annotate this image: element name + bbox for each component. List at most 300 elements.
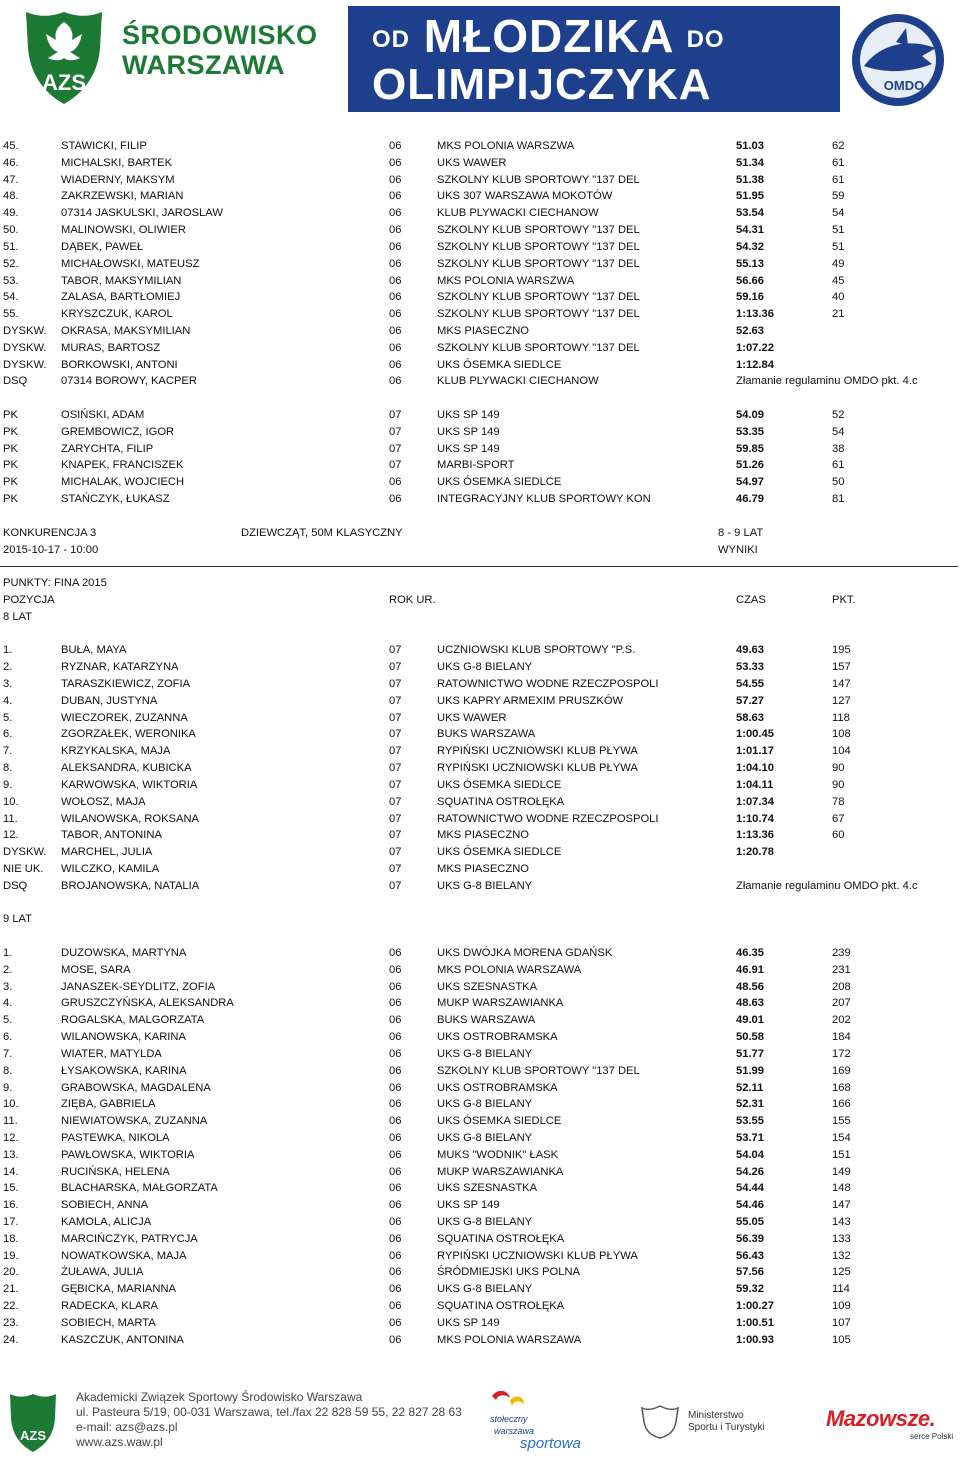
swimmer-name: MALINOWSKI, OLIWIER — [61, 224, 186, 237]
result-time: 56.66 — [736, 274, 764, 287]
result-points: 127 — [832, 694, 851, 707]
event-title: KONKURENCJA 3 — [3, 526, 97, 539]
result-position: 19. — [3, 1249, 19, 1262]
result-points: 166 — [832, 1098, 851, 1111]
swimmer-name: MICHALSKI, BARTEK — [61, 156, 173, 169]
result-points: 40 — [832, 291, 845, 304]
birth-year: 06 — [389, 341, 402, 354]
result-time: 48.56 — [736, 980, 764, 993]
result-row — [0, 676, 960, 693]
result-position: NIE UK. — [3, 862, 44, 875]
event-age: 8 - 9 LAT — [718, 526, 764, 539]
result-points: 52 — [832, 409, 845, 421]
result-row — [0, 1231, 960, 1248]
result-position: 5. — [3, 711, 13, 724]
result-points: 62 — [832, 140, 845, 152]
result-position: PK — [3, 442, 18, 455]
result-row — [0, 827, 960, 844]
result-position: 13. — [3, 1148, 19, 1161]
result-time: 54.09 — [736, 409, 764, 421]
club-name: SZKOLNY KLUB SPORTOWY "137 DEL — [437, 240, 640, 253]
swimmer-name: MICHALAK, WOJCIECH — [61, 476, 185, 489]
swimmer-name: PAWŁOWSKA, WIKTORIA — [61, 1148, 195, 1161]
club-name: UKS SP 149 — [437, 442, 500, 455]
result-time: 59.16 — [736, 291, 764, 304]
result-time: 59.32 — [736, 1283, 764, 1296]
swimmer-name: MURAS, BARTOSZ — [61, 341, 161, 354]
result-points: 143 — [832, 1216, 851, 1228]
results-list — [0, 138, 960, 1349]
result-position: DSQ — [3, 879, 28, 892]
birth-year: 06 — [389, 1300, 402, 1313]
birth-year: 07 — [389, 829, 402, 842]
mazowsze-text: Mazowsze. — [826, 1406, 936, 1431]
result-position: 17. — [3, 1216, 19, 1228]
result-time: 54.97 — [736, 476, 764, 489]
result-row — [0, 642, 960, 659]
result-time: 55.05 — [736, 1216, 764, 1228]
swimmer-name: MARCIŃCZYK, PATRYCJA — [61, 1232, 198, 1245]
col-position: POZYCJA — [3, 593, 55, 606]
result-position: 5. — [3, 1014, 13, 1027]
result-position: 14. — [3, 1165, 19, 1178]
environment-title — [122, 20, 318, 80]
club-name: MARBI-SPORT — [437, 459, 515, 472]
result-position: 3. — [3, 980, 13, 993]
club-name: MKS PIASECZNO — [437, 829, 530, 842]
result-row — [0, 1298, 960, 1315]
result-row — [0, 256, 960, 273]
result-points: 104 — [832, 745, 851, 758]
club-name: UKS OSTROBRAMSKA — [437, 1081, 558, 1094]
birth-year: 06 — [389, 190, 402, 203]
result-points: 49 — [832, 257, 845, 270]
result-row — [0, 710, 960, 727]
birth-year: 06 — [389, 1131, 402, 1144]
spacer — [0, 895, 960, 912]
swimmer-name: WOŁOSZ, MAJA — [61, 795, 146, 808]
banner-line1 — [372, 10, 725, 66]
result-time: 1:00.27 — [736, 1300, 774, 1313]
swimmer-name: MOSE, SARA — [61, 963, 131, 976]
result-time: 49.01 — [736, 1014, 764, 1027]
swimmer-name: 07314 JASKULSKI, JAROSLAW — [61, 207, 223, 220]
club-name: MUKP WARSZAWIANKA — [437, 1165, 564, 1178]
club-name: SZKOLNY KLUB SPORTOWY "137 DEL — [437, 308, 640, 321]
birth-year: 07 — [389, 459, 402, 472]
swimmer-name: RUCIŃSKA, HELENA — [61, 1165, 170, 1178]
result-points: 38 — [832, 442, 845, 455]
result-position: 8. — [3, 1064, 13, 1077]
result-points: 157 — [832, 661, 851, 674]
club-name: UKS SZESNASTKA — [437, 980, 538, 993]
event-datetime: 2015-10-17 - 10:00 — [3, 543, 99, 556]
club-name: MKS POLONIA WARSZWA — [437, 274, 575, 287]
result-points: 45 — [832, 274, 845, 287]
club-name: MUKP WARSZAWIANKA — [437, 997, 564, 1010]
swimmer-name: BROJANOWSKA, NATALIA — [61, 879, 200, 892]
result-points: 60 — [832, 829, 845, 842]
result-time: 53.71 — [736, 1131, 764, 1144]
result-position: 46. — [3, 156, 19, 169]
event-header-row — [0, 525, 960, 542]
omdo-banner — [348, 6, 840, 112]
birth-year: 07 — [389, 409, 402, 421]
result-position: PK — [3, 493, 18, 506]
result-position: 10. — [3, 1098, 19, 1111]
swimmer-name: OKRASA, MAKSYMILIAN — [61, 324, 191, 337]
ministry-logo — [640, 1404, 780, 1444]
result-points: 168 — [832, 1081, 851, 1094]
club-name: MKS POLONIA WARSZAWA — [437, 1333, 582, 1346]
club-name: UKS OSTROBRAMSKA — [437, 1031, 558, 1044]
result-time: 59.85 — [736, 442, 764, 455]
result-time: 52.31 — [736, 1098, 764, 1111]
result-time: 1:04.11 — [736, 778, 774, 791]
result-time: 1:04.10 — [736, 762, 774, 775]
result-row — [0, 407, 960, 424]
club-name: UCZNIOWSKI KLUB SPORTOWY "P.S. — [437, 644, 636, 657]
result-points: 61 — [832, 173, 845, 186]
result-points: 59 — [832, 190, 845, 203]
result-points: 61 — [832, 459, 845, 472]
birth-year: 07 — [389, 678, 402, 690]
group-row — [0, 911, 960, 928]
birth-year: 07 — [389, 795, 402, 808]
club-name: SQUATINA OSTROŁĘKA — [437, 1300, 565, 1313]
club-name: SZKOLNY KLUB SPORTOWY "137 DEL — [437, 224, 640, 237]
result-row — [0, 491, 960, 508]
result-time: 51.34 — [736, 156, 764, 169]
birth-year: 06 — [389, 140, 402, 152]
birth-year: 06 — [389, 493, 402, 506]
swimmer-name: GRUSZCZYŃSKA, ALEKSANDRA — [61, 997, 234, 1010]
result-position: 2. — [3, 963, 13, 976]
result-position: DYSKW. — [3, 341, 47, 354]
club-name: RYPIŃSKI UCZNIOWSKI KLUB PŁYWA — [437, 762, 638, 775]
result-row — [0, 861, 960, 878]
result-points: 118 — [832, 711, 850, 724]
birth-year: 06 — [389, 240, 402, 253]
result-position: 10. — [3, 795, 19, 808]
birth-year: 06 — [389, 1098, 402, 1111]
birth-year: 06 — [389, 1014, 402, 1027]
azs-footer-logo — [6, 1392, 60, 1454]
result-position: 51. — [3, 240, 19, 253]
swimmer-name: KRZYKALSKA, MAJA — [61, 745, 171, 758]
result-row — [0, 306, 960, 323]
swimmer-name: ZIĘBA, GABRIELA — [61, 1098, 156, 1111]
birth-year: 06 — [389, 358, 402, 371]
result-position: 7. — [3, 745, 13, 758]
birth-year: 06 — [389, 1232, 402, 1245]
result-row — [0, 1315, 960, 1332]
club-name: SZKOLNY KLUB SPORTOWY "137 DEL — [437, 291, 640, 304]
birth-year: 06 — [389, 947, 402, 959]
result-row — [0, 794, 960, 811]
result-row — [0, 474, 960, 491]
swimmer-name: NOWATKOWSKA, MAJA — [61, 1249, 187, 1262]
result-time: 56.43 — [736, 1249, 764, 1262]
result-row — [0, 1046, 960, 1063]
result-time: 53.55 — [736, 1115, 764, 1128]
club-name: UKS ÓSEMKA SIEDLCE — [437, 476, 562, 489]
birth-year: 07 — [389, 812, 402, 825]
swimmer-name: ZGORZAŁEK, WERONIKA — [61, 728, 196, 741]
event-divider — [0, 566, 958, 567]
result-time: 1:13.36 — [736, 829, 774, 842]
result-points: 125 — [832, 1266, 851, 1279]
swimmer-name: TARASZKIEWICZ, ZOFIA — [61, 678, 191, 690]
result-points: 239 — [832, 947, 851, 959]
result-time: 54.44 — [736, 1182, 764, 1195]
birth-year: 06 — [389, 375, 402, 388]
result-points: 172 — [832, 1047, 851, 1060]
swimmer-name: 07314 BOROWY, KACPER — [61, 375, 197, 388]
birth-year: 07 — [389, 846, 402, 859]
swimmer-name: ZARYCHTA, FILIP — [61, 442, 154, 455]
club-name: UKS G-8 BIELANY — [437, 879, 533, 892]
result-points: 148 — [832, 1182, 851, 1195]
swimmer-name: MARCHEL, JULIA — [61, 846, 153, 859]
swimmer-name: KRYSZCZUK, KAROL — [61, 308, 173, 321]
result-position: 1. — [3, 947, 13, 959]
age-group-8: 8 LAT — [3, 610, 33, 623]
club-name: UKS SP 149 — [437, 1199, 500, 1212]
result-row — [0, 1080, 960, 1097]
result-position: 7. — [3, 1047, 13, 1060]
points-system: PUNKTY: FINA 2015 — [3, 577, 107, 590]
result-points: 105 — [832, 1333, 851, 1346]
result-time: 54.04 — [736, 1148, 764, 1161]
banner-mlodzika: MŁODZIKA — [423, 10, 673, 62]
swimmer-name: WIADERNY, MAKSYM — [61, 173, 175, 186]
club-name: RYPIŃSKI UCZNIOWSKI KLUB PŁYWA — [437, 745, 638, 758]
result-time: 51.95 — [736, 190, 764, 203]
club-name: UKS G-8 BIELANY — [437, 1283, 533, 1296]
swimmer-name: SOBIECH, ANNA — [61, 1199, 149, 1212]
club-name: SQUATINA OSTROŁĘKA — [437, 795, 565, 808]
birth-year: 06 — [389, 1115, 402, 1128]
result-time: 1:00.51 — [736, 1316, 774, 1329]
result-row — [0, 979, 960, 996]
birth-year: 06 — [389, 1031, 402, 1044]
result-time: 50.58 — [736, 1031, 764, 1044]
result-position: 4. — [3, 694, 13, 707]
club-name: SZKOLNY KLUB SPORTOWY "137 DEL — [437, 1064, 640, 1077]
swimmer-name: KNAPEK, FRANCISZEK — [61, 459, 184, 472]
event-date-row — [0, 542, 960, 559]
birth-year: 06 — [389, 274, 402, 287]
club-name: UKS SP 149 — [437, 1316, 500, 1329]
birth-year: 07 — [389, 694, 402, 707]
result-points: 51 — [832, 224, 845, 237]
result-points: 132 — [832, 1249, 851, 1262]
club-name: UKS KAPRY ARMEXIM PRUSZKÓW — [437, 694, 624, 707]
age-group-9: 9 LAT — [3, 913, 33, 926]
result-time: 55.13 — [736, 257, 764, 270]
svg-text:AZS: AZS — [20, 1428, 46, 1443]
swimmer-name: KARWOWSKA, WIKTORIA — [61, 778, 198, 791]
result-time: 51.38 — [736, 173, 764, 186]
result-position: 20. — [3, 1266, 19, 1279]
result-time: 51.99 — [736, 1064, 764, 1077]
col-points: PKT. — [832, 593, 856, 606]
result-row — [0, 188, 960, 205]
result-position: PK — [3, 409, 18, 421]
footer-line2: ul. Pasteura 5/19, 00-031 Warszawa, tel./fax 22 828 59 55, 22 827 28 63 — [76, 1405, 462, 1419]
swimmer-name: DUBAN, JUSTYNA — [61, 694, 158, 707]
club-name: SZKOLNY KLUB SPORTOWY "137 DEL — [437, 173, 640, 186]
result-time: 58.63 — [736, 711, 764, 724]
club-name: RATOWNICTWO WODNE RZECZPOSPOLI — [437, 812, 659, 825]
club-name: INTEGRACYJNY KLUB SPORTOWY KON — [437, 493, 651, 506]
result-time: 54.55 — [736, 678, 764, 690]
result-points: 114 — [832, 1283, 850, 1296]
result-position: DSQ — [3, 375, 28, 388]
result-position: 11. — [3, 812, 18, 825]
footer-line3: e-mail: azs@azs.pl — [76, 1420, 178, 1434]
club-name: UKS G-8 BIELANY — [437, 1131, 533, 1144]
result-points: 107 — [832, 1316, 851, 1329]
club-name: UKS WAWER — [437, 156, 507, 169]
result-time: 1:20.78 — [736, 846, 774, 859]
club-name: UKS G-8 BIELANY — [437, 1098, 533, 1111]
result-position: DYSKW. — [3, 324, 47, 337]
spacer — [0, 626, 960, 643]
ministry-line2: Sportu i Turystyki — [688, 1422, 765, 1433]
birth-year: 07 — [389, 862, 402, 875]
ministry-line1: Ministerstwo — [688, 1410, 744, 1421]
club-name: UKS ÓSEMKA SIEDLCE — [437, 846, 562, 859]
omdo-shark-logo — [846, 8, 950, 112]
result-row — [0, 155, 960, 172]
result-time: 46.35 — [736, 947, 764, 959]
result-points: 231 — [832, 963, 851, 976]
result-row — [0, 1096, 960, 1113]
result-position: 18. — [3, 1232, 19, 1245]
swimmer-name: KASZCZUK, ANTONINA — [61, 1333, 184, 1346]
result-position: DYSKW. — [3, 358, 47, 371]
spacer — [0, 390, 960, 407]
environment-line1: ŚRODOWISKO — [122, 20, 318, 50]
dsq-row — [0, 878, 960, 895]
result-position: 9. — [3, 1081, 13, 1094]
swimmer-name: GĘBICKA, MARIANNA — [61, 1283, 177, 1296]
column-header-row — [0, 592, 960, 609]
sport-text2: warszawa — [494, 1426, 535, 1436]
result-points: 78 — [832, 795, 845, 808]
result-row — [0, 760, 960, 777]
result-points: 147 — [832, 1199, 851, 1212]
svg-text:AZS: AZS — [42, 70, 86, 95]
result-row — [0, 289, 960, 306]
birth-year: 06 — [389, 1047, 402, 1060]
swimmer-name: ŁYSAKOWSKA, KARINA — [61, 1064, 187, 1077]
birth-year: 06 — [389, 324, 402, 337]
page-footer — [0, 1382, 960, 1460]
result-position: 48. — [3, 190, 19, 203]
result-points: 21 — [832, 308, 845, 321]
club-name: UKS WAWER — [437, 711, 507, 724]
result-points: 81 — [832, 493, 845, 506]
swimmer-name: DĄBEK, PAWEŁ — [61, 240, 144, 253]
birth-year: 06 — [389, 1316, 402, 1329]
result-points: 169 — [832, 1064, 851, 1077]
mazowsze-logo — [826, 1406, 954, 1446]
birth-year: 06 — [389, 963, 402, 976]
col-year: ROK UR. — [389, 593, 436, 606]
club-name: UKS ÓSEMKA SIEDLCE — [437, 1115, 562, 1128]
result-position: 50. — [3, 224, 19, 237]
result-position: 4. — [3, 997, 13, 1010]
swimmer-name: RADECKA, KLARA — [61, 1300, 158, 1313]
result-time: 53.33 — [736, 661, 764, 674]
result-points: 202 — [832, 1014, 851, 1027]
birth-year: 07 — [389, 778, 402, 791]
swimmer-name: STAŃCZYK, ŁUKASZ — [61, 493, 170, 506]
club-name: UKS G-8 BIELANY — [437, 1047, 533, 1060]
result-points: 109 — [832, 1300, 851, 1313]
club-name: UKS DWÓJKA MORENA GDAŃSK — [437, 947, 613, 959]
result-row — [0, 1147, 960, 1164]
swimmer-name: SOBIECH, MARTA — [61, 1316, 156, 1329]
result-time: 1:00.45 — [736, 728, 774, 741]
result-points: 61 — [832, 156, 845, 169]
result-row — [0, 1264, 960, 1281]
azs-eagle-logo — [18, 8, 110, 108]
group-row — [0, 609, 960, 626]
result-position: 8. — [3, 762, 13, 775]
result-row — [0, 777, 960, 794]
result-time: 51.77 — [736, 1047, 764, 1060]
club-name: RATOWNICTWO WODNE RZECZPOSPOLI — [437, 678, 659, 690]
birth-year: 06 — [389, 308, 402, 321]
result-time: 1:07.34 — [736, 795, 774, 808]
swimmer-name: BUŁA, MAYA — [61, 644, 127, 657]
swimmer-name: PASTEWKA, NIKOLA — [61, 1131, 170, 1144]
swimmer-name: ALEKSANDRA, KUBICKA — [61, 762, 192, 775]
sport-logo — [480, 1386, 590, 1452]
result-time: 1:10.74 — [736, 812, 774, 825]
swimmer-name: WIECZOREK, ZUZANNA — [61, 711, 188, 724]
result-points: 51 — [832, 240, 845, 253]
birth-year: 06 — [389, 207, 402, 220]
result-points: 54 — [832, 207, 845, 220]
result-points: 50 — [832, 476, 845, 489]
result-points: 195 — [832, 644, 851, 657]
swimmer-name: OSIŃSKI, ADAM — [61, 409, 145, 421]
birth-year: 06 — [389, 291, 402, 304]
result-time: 52.11 — [736, 1081, 764, 1094]
result-points: 149 — [832, 1165, 851, 1178]
swimmer-name: TABOR, MAKSYMILIAN — [61, 274, 182, 287]
dsq-note: Złamanie regulaminu OMDO pkt. 4.c — [736, 879, 918, 892]
club-name: MKS POLONIA WARSZWA — [437, 140, 575, 152]
result-row — [0, 1197, 960, 1214]
result-position: 24. — [3, 1333, 19, 1346]
result-time: 53.35 — [736, 425, 764, 438]
footer-line1: Akademicki Związek Sportowy Środowisko Warszawa — [76, 1390, 363, 1404]
swimmer-name: WILANOWSKA, ROKSANA — [61, 812, 200, 825]
club-name: SZKOLNY KLUB SPORTOWY "137 DEL — [437, 341, 640, 354]
result-points: 151 — [832, 1148, 851, 1161]
result-position: 16. — [3, 1199, 19, 1212]
swimmer-name: KAMOLA, ALICJA — [61, 1216, 152, 1228]
result-time: 49.63 — [736, 644, 764, 657]
birth-year: 07 — [389, 425, 402, 438]
result-position: 49. — [3, 207, 19, 220]
